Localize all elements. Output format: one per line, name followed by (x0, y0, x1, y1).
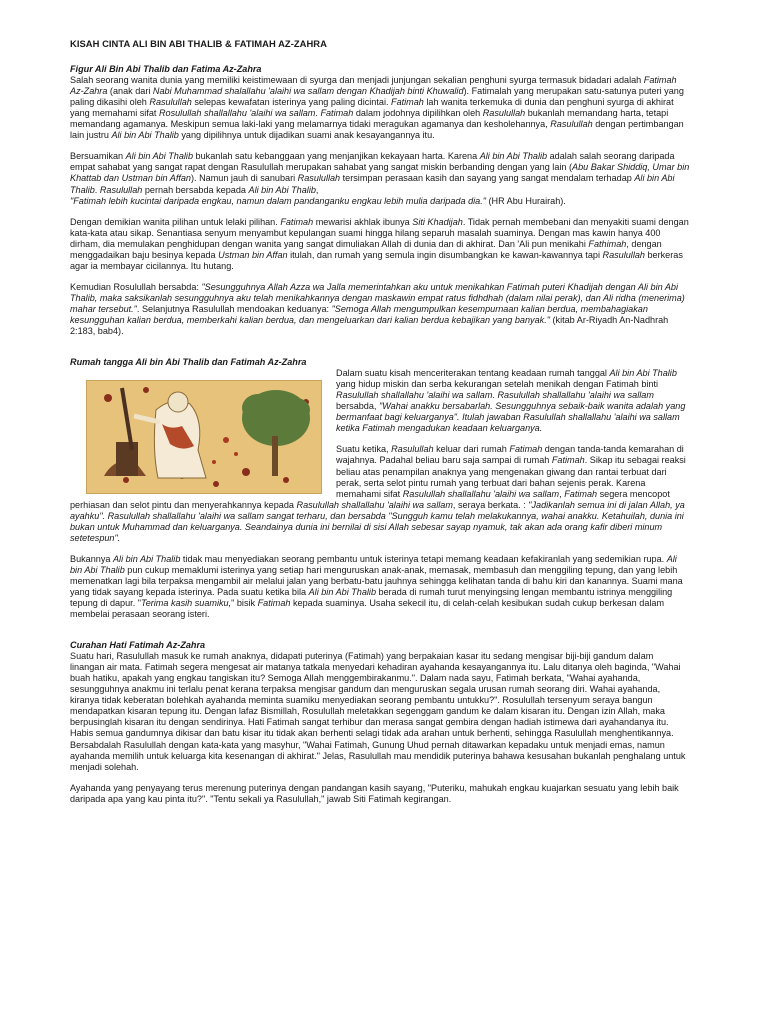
text-run: Salah seorang wanita dunia yang memiliki keistimewaan di syurga dan menjadi junjungan sekalian penghuni syurga termasuk bidadari adalah (70, 75, 644, 86)
section-curahan-hati (70, 640, 690, 805)
text-run: Dengan demikian wanita pilihan untuk lelaki pilihan. (70, 216, 281, 227)
text-run: Ali bin Abi Thalib (479, 151, 548, 162)
text-run: bersabda, (336, 401, 379, 412)
text-run: dalam jodohnya dipilihkan oleh (353, 108, 483, 119)
text-run: Terima kasih suamiku, (140, 598, 232, 609)
text-run: Ali bin Abi Thalib (125, 151, 194, 162)
text-run: Bukannya (70, 553, 113, 564)
text-run: Fatimah (564, 488, 598, 499)
text-run: Rasulullah (297, 173, 341, 184)
text-run: . (492, 390, 498, 401)
text-run: Ali bin Abi Thalib (70, 553, 677, 575)
text-run: Kemudian Rosulullah bersabda: (70, 281, 202, 292)
text-run: Bersuamikan (70, 151, 126, 162)
text-run: "Semoga Allah mengumpulkan kesempurnaan kalian berdua, membahagiakan kesungguhan kalian berdua, memberkahi kalian berdua, dan mengeluarkan dari kalian berdua kebajikan yang banyak." (70, 303, 648, 325)
text-run: adalah salah seorang daripada empat sahabat yang sangat rapat dengan Rasulullah merupakan sahabat yang sangat miskin berbanding dengan yang lain ( (70, 151, 675, 173)
text-run: (anak dari (107, 86, 153, 97)
text-run: , dengan menggadaikan baju besinya kepada (70, 238, 662, 260)
text-run: "Jadikanlah semua ini di jalan Allah, ya ayahku". Rasulullah shallallahu 'alaihi wa sallam sangat terharu, dan bersabda "Sungguh kamu telah melakukannya, wahai anakku. Ketahuilah, dunia ini bukan untuk Muhammad dan keluarganya. Seandainya dunia ini bernilai di sisi Allah sebesar sayap nyamuk, tak akan ada orang kafir diberi minum setetespun". (70, 499, 685, 543)
text-run: Fatimah (320, 108, 354, 119)
paragraph (70, 783, 690, 805)
text-run: Ali bin Abi Thalib (308, 586, 377, 597)
text-run: bukanlah satu kebanggaan yang menjanjikan kekayaan harta. Karena (193, 151, 480, 162)
text-run: (kitab Ar-Riyadh An-Nadhrah 2:183, bab4). (70, 314, 669, 337)
text-run: Rasulullah (482, 108, 526, 119)
text-run: Rasulullah shallallahu 'alaihi wa sallam (296, 499, 453, 510)
text-run: dengan pertimbangan lain justru (70, 119, 684, 141)
text-run: "Fatimah lebih kucintai daripada engkau, namun dalam pandanganku engkau lebih mulia daripada dia." (70, 195, 486, 206)
text-run: " bisik (231, 598, 258, 609)
text-run: . (94, 184, 100, 195)
text-run: Fatimah (509, 444, 543, 455)
text-run: Rasulullah (550, 119, 593, 130)
text-run: . Tidak pernah membebani dan menyakiti suami dengan kata-kata atau sikap. Senantiasa senyum menyambut kepulangan suami hingga hilang separuh masalah suaminya. Dengan mas kawin hanya 400 dirham, dia memulakan penghidupan dengan wanita yang sangat dimuliakan Allah di dunia dan di akhirat. Dan 'Ali pun menikahi (70, 216, 689, 249)
text-run: ). Fatimalah yang merupakan satu-satunya puteri yang paling dikasihi oleh (70, 86, 684, 108)
text-run: Rasulullah (391, 444, 434, 455)
text-run: Nabi Muhammad shalallahu 'alaihi wa sallam dengan Khadijah binti Khuwalid (152, 86, 464, 97)
paragraph (70, 554, 690, 620)
section-rumah-tangga (70, 357, 690, 620)
text-run: tersimpan perasaan kasih dan sayang yang sangat mendalam terhadap (340, 173, 635, 184)
illustration-woman-grinding-flour (86, 380, 322, 494)
text-run: (HR Abu Hurairah). (485, 195, 566, 206)
text-run: itulah, dan rumah yang semula ingin disumbangkan ke kawan-kawannya tapi (287, 249, 603, 260)
text-run: bukanlah memandang harta, tetapi memandang agamanya. Meskipun semua laki-laki yang melamarnya tidaki meragukan agamanya dan kesholehannya, (70, 108, 669, 130)
text-run: Abu Bakar Shiddiq, Umar bin Khattab dan Ustman bin Affan (70, 162, 690, 184)
text-run: kepada suaminya. Usaha sekecil itu, di celah-celah kesibukan sudah cukup berkesan dalam membelai perasaan seorang isteri. (70, 598, 665, 620)
text-run: "Sesungguhnya Allah Azza wa Jalla memerintahkan aku untuk menikahkan Fatimah puteri Khadijah dengan Ali bin Abi Thalib, maka saksikanlah sesungguhnya aku telah menikahkannya dengan maskawin empat ratus fidhdhah (dalam nilai perak), dan Ali ridha (menerima) mahar tersebut." (70, 281, 685, 314)
text-run: Suatu ketika, (336, 444, 392, 455)
text-run: lah wanita terkemuka di dunia dan penghuni syurga di akhirat yang memahami sifat (70, 97, 674, 119)
text-run: Rosulullah shallallahu 'alaihi wa sallam (158, 108, 316, 119)
paragraph (70, 151, 690, 206)
text-run: tidak mau menyediakan seorang pembantu untuk isterinya tetapi memang keadaan kefakiranlah yang sedemikian rupa. (180, 553, 667, 564)
text-run: . (315, 108, 321, 119)
text-run: Fatimah (280, 216, 314, 227)
text-run: dengan tanda-tanda kemarahan di wajahnya. Padahal beliau baru saja sampai di rumah (336, 444, 684, 466)
text-run: pun cukup memaklumi isterinya yang setiap hari menguruskan anak-anak, memasak, membasuh dan menggiling tepung, dan yang lebih memenatkan lagi bila terpaksa mengambil air melalui jalan yang berbatu-batu jauhnya sehingga kelihatan tanda di bahu kiri dan kanannya. Suami mana yang tidak sayang kepada isterinya. Pada suatu ketika bila (70, 564, 683, 597)
section-figur (70, 64, 690, 337)
paragraph (70, 651, 690, 773)
document-title: KISAH CINTA ALI BIN ABI THALIB & FATIMAH AZ-ZAHRA (70, 38, 327, 49)
text-run: Ali bin Abi Thalib (70, 173, 675, 195)
text-run: yang dipilihnya untuk dijadikan suami anak kesayangannya itu. (178, 130, 435, 141)
text-run: "Wahai anakku bersabarlah. Sesungguhnya sebaik-baik wanita adalah yang bermanfaat bagi keluarganya". Itulah jawaban Rasulullah shallallahu 'alaihi wa sallam ketika Fatimah mengadukan keadaan keluarganya. (336, 401, 686, 434)
text-run: Ali bin Abi Thalib (112, 553, 181, 564)
paragraph (70, 217, 690, 272)
section-heading: Figur Ali Bin Abi Thalib dan Fatima Az-Zahra (70, 64, 262, 75)
text-run: mewarisi akhlak ibunya (313, 216, 413, 227)
text-run: , (559, 488, 565, 499)
text-run: Rasulullah (602, 249, 645, 260)
text-run: Ustman bin Affan (218, 249, 288, 260)
text-run: Fatimah (551, 455, 585, 466)
text-run: Rasulullah shallallahu 'alaihi wa sallam (402, 488, 560, 499)
section-heading: Rumah tangga Ali bin Abi Thalib dan Fatimah Az-Zahra (70, 357, 307, 368)
text-run: , (315, 184, 319, 195)
text-run: ). Namun jauh di sanubari (191, 173, 298, 184)
text-run: selepas kewafatan isterinya yang paling dicintai. (191, 97, 392, 108)
text-run: Suatu hari, Rasulullah masuk ke rumah anaknya, didapati puterinya (Fatimah) yang berpakaian kasar itu sedang mengisar biji-biji gandum dalam linangan air mata. Fatimah segera mengesat air matanya tatkala menyedari kehadiran ayahanda kesayangannya itu. Lalu ditanya oleh baginda, "Wahai buah hatiku, apakah yang engkau tangiskan itu? Semoga Allah menggembirakanmu.". Dalam nada sayu, Fatimah berkata, "Wahai ayahanda, sesungguhnya anakmu ini terlalu penat kerana terpaksa mengisar gandum dan menguruskan segala urusan rumah seorang diri. Wahai ayahanda, kiranya tidak keberatan bolehkah ayahanda meminta suamiku menyediakan seorang pembantu untukku?". Rosulullah tersenyum seraya bangun mendapatkan kisaran tepung itu. Dengan lafaz Bismillah, Rosulullah meletakkan segenggam gandum ke dalam kisaran itu. Dengan izin Allah, maka berpusinglah kisaran itu dengan sendirinya. Hati Fatimah sangat terhibur dan merasa sangat gembira dengan hadiah istimewa dari ayahandanya itu. Habis semua gandumnya dikisar dan batu kisar itu tidak akan berhenti selagi tidak ada arahan untuk berhenti, sehingga Rasulullah menghentikannya. Bersabdalah Rasulullah dengan kata-kata yang masyhur, "Wahai Fatimah, Gunung Uhud pernah ditawarkan kepadaku untuk menjadi emas, namun ayahanda memilih untuk keluarga kita kesenangan di akhirat." Jelas, Rasulullah mau mendidik puterinya bahawa kesusahan bukanlah penghalang untuk menjadi solehah. (70, 651, 686, 772)
text-run: Rasulullah shallallahu 'alaihi wa sallam (336, 390, 493, 401)
text-run: Dalam suatu kisah menceriterakan tentang keadaan rumah tanggal (336, 368, 610, 379)
text-run: berkeras agar ia membayar cicilannya. Itu hutang. (70, 249, 683, 271)
text-run: berada di rumah turut menyingsing lengan membantu istrinya menggiling tepung di dapur. " (70, 586, 673, 609)
text-run: Rasulullah (149, 97, 192, 108)
text-run: , seraya berkata. : (452, 499, 529, 510)
text-run: yang hidup miskin dan serba kekurangan setelah menikah dengan Fatimah binti (336, 379, 659, 390)
text-run: pernah bersabda kepada (142, 184, 249, 195)
section-heading: Curahan Hati Fatimah Az-Zahra (70, 640, 206, 651)
text-run: Fatimah (257, 598, 291, 609)
paragraph (70, 75, 690, 141)
text-run: Fatimah (391, 97, 424, 108)
text-run: Ayahanda yang penyayang terus merenung puterinya dengan pandangan kasih sayang, "Puteriku, mahukah engkau kuajarkan sesuatu yang lebih baik daripada apa yang kau pinta itu?". "Tentu sekali ya Rasulullah," jawab Siti Fatimah kegirangan. (70, 782, 679, 804)
text-run: Rasulullah shallallahu 'alaihi wa sallam (497, 390, 654, 401)
text-run: segera mencopot perhiasan dan selot pintu dan menyerahkannya kepada (70, 488, 670, 510)
text-run: Ali bin Abi Thalib (111, 130, 179, 141)
text-run: Rasulullah (99, 184, 143, 195)
text-run: . Selanjutnya Rasulullah mendoakan keduanya: (136, 303, 332, 314)
text-run: . Sikap itu sebagai reaksi beliau atas penampilan anaknya yang mengenakan giwang dan rantai terbuat dari perak, serta selot pintu rumah yang terbuat dari bahan sejenis perak. Karena memahami sifat (336, 455, 686, 499)
text-run: Ali bin Abi Thalib (248, 184, 316, 195)
text-run: Fatimah Az-Zahra (70, 75, 677, 97)
text-run: keluar dari rumah (433, 444, 510, 455)
text-run: Siti Khadijah (412, 216, 463, 227)
paragraph (70, 368, 690, 434)
document-page (70, 38, 690, 815)
paragraph (70, 282, 690, 337)
text-run: Fathimah (588, 238, 627, 249)
text-run: Ali bin Abi Thalib (609, 368, 677, 379)
